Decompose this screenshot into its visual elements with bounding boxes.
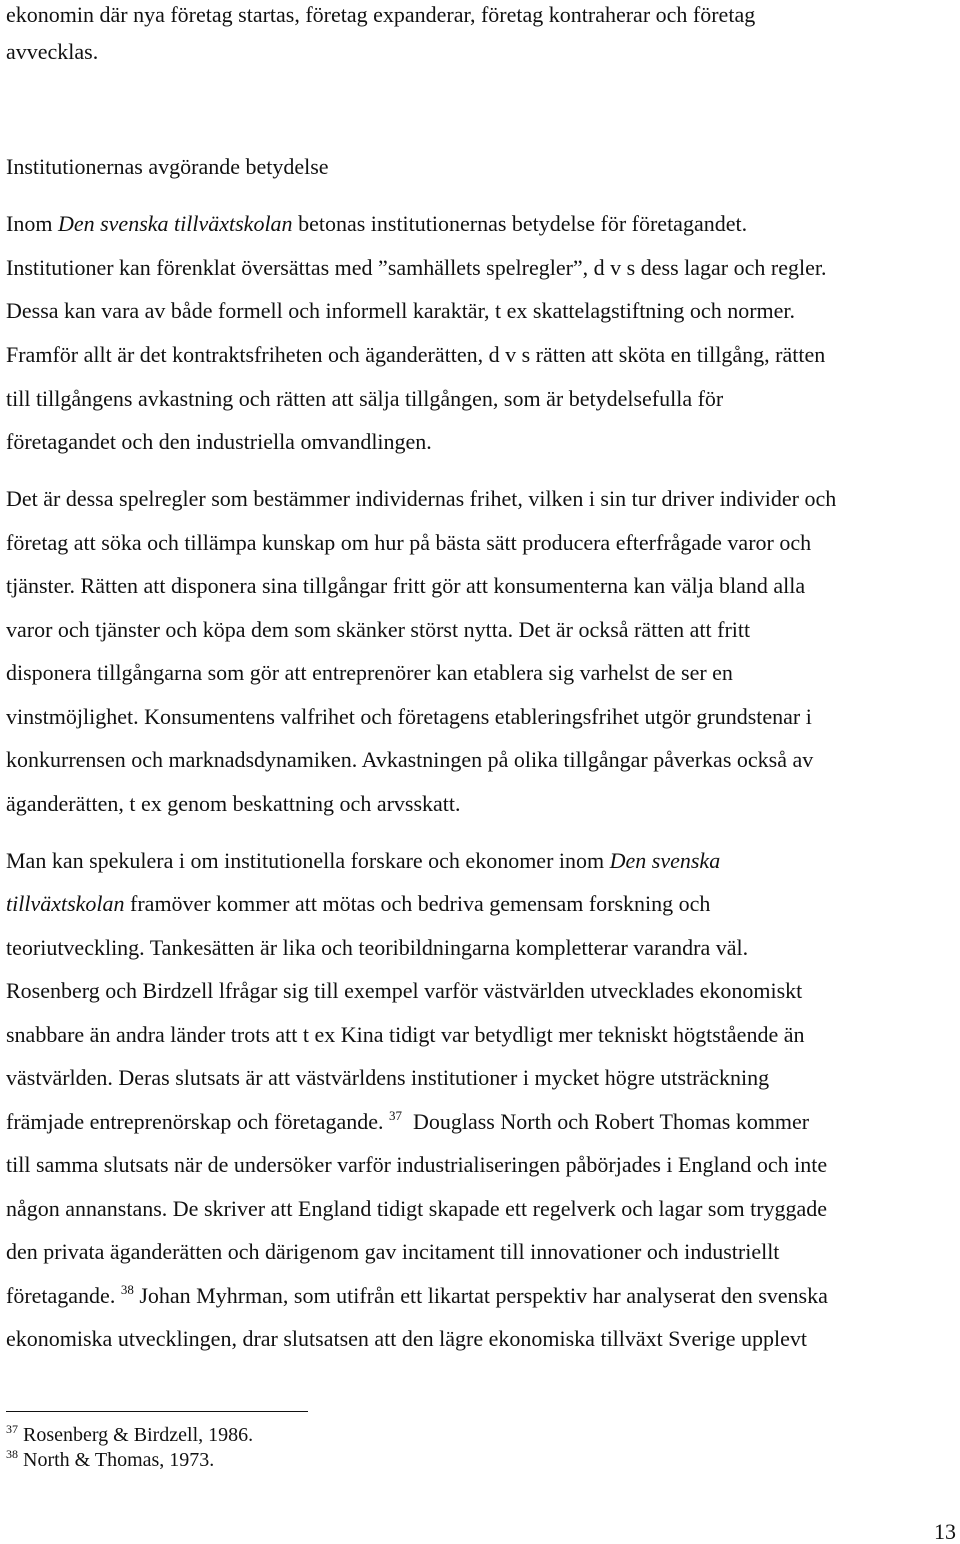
text-line: västvärlden. Deras slutsats är att västvärldens institutioner i mycket högre utsträckning (6, 1065, 770, 1090)
text-line: Framför allt är det kontraktsfriheten och äganderätten, d v s rätten att sköta en tillgång, rätten (6, 342, 826, 367)
text-line: avvecklas. (6, 39, 99, 64)
inline-text: betonas institutionernas betydelse för företagandet. (298, 211, 748, 236)
text-line (6, 1108, 809, 1136)
inline-text: Johan Myhrman, som utifrån ett likartat perspektiv har analyserat den svenska (139, 1283, 828, 1308)
text-line: företagandet och den industriella omvandlingen. (6, 429, 432, 454)
text-line: teoriutveckling. Tankesätten är lika och teoribildningarna kompletterar varandra väl. (6, 935, 749, 960)
text-line: den privata äganderätten och därigenom gav incitament till innovationer och industriellt (6, 1239, 780, 1264)
inline-text: företagande. (6, 1283, 116, 1308)
text-line: Institutioner kan förenklat översättas med ”samhällets spelregler”, d v s dess lagar och regler. (6, 255, 827, 280)
footnote-number: 38 (6, 1447, 18, 1461)
footnote (6, 1448, 214, 1472)
footnote-number: 37 (6, 1422, 18, 1436)
footnote-text: Rosenberg & Birdzell, 1986. (23, 1424, 254, 1446)
text-line: Rosenberg och Birdzell lfrågar sig till exempel varför västvärlden utvecklades ekonomiskt (6, 978, 803, 1003)
footnote-text: North & Thomas, 1973. (23, 1449, 215, 1471)
text-line: ekonomin där nya företag startas, företag expanderar, företag kontraherar och företag (6, 2, 756, 27)
text-line: företag att söka och tillämpa kunskap om hur på bästa sätt producera efterfrågade varor och (6, 530, 812, 555)
italic-title: Den svenska (609, 848, 721, 873)
text-line (6, 1282, 828, 1310)
text-line: till tillgångens avkastning och rätten att sälja tillgången, som är betydelsefulla för (6, 386, 724, 411)
text-line: Dessa kan vara av både formell och informell karaktär, t ex skattelagstiftning och normer. (6, 298, 796, 323)
footnote-separator (6, 1411, 308, 1412)
inline-text: Man kan spekulera i om institutionella forskare och ekonomer inom (6, 848, 605, 873)
text-line: snabbare än andra länder trots att t ex Kina tidigt var betydligt mer tekniskt högtstående än (6, 1022, 805, 1047)
text-line: tjänster. Rätten att disponera sina tillgångar fritt gör att konsumenterna kan välja bland alla (6, 573, 806, 598)
footnote-reference[interactable]: 37 (388, 1108, 402, 1123)
text-line (6, 210, 747, 238)
footnote (6, 1423, 253, 1447)
inline-text: Inom (6, 211, 53, 236)
text-line: äganderätten, t ex genom beskattning och arvsskatt. (6, 791, 461, 816)
text-line: någon annanstans. De skriver att England tidigt skapade ett regelverk och lagar som tryggade (6, 1196, 828, 1221)
inline-text: Douglass North och Robert Thomas kommer (412, 1109, 810, 1134)
italic-title: tillväxtskolan (6, 891, 125, 916)
footnote-reference[interactable]: 38 (120, 1282, 134, 1297)
section-heading: Institutionernas avgörande betydelse (6, 154, 329, 179)
text-line: ekonomiska utvecklingen, drar slutsatsen att den lägre ekonomiska tillväxt Sverige upplevt (6, 1326, 807, 1351)
text-line (6, 890, 710, 918)
text-line (6, 847, 720, 875)
text-line: vinstmöjlighet. Konsumentens valfrihet och företagens etableringsfrihet utgör grundstenar i (6, 704, 812, 729)
text-line: Det är dessa spelregler som bestämmer individernas frihet, vilken i sin tur driver individer och (6, 486, 837, 511)
text-line: konkurrensen och marknadsdynamiken. Avkastningen på olika tillgångar påverkas också av (6, 747, 814, 772)
text-line: till samma slutsats när de undersöker varför industrialiseringen påbörjades i England och inte (6, 1152, 828, 1177)
text-line: varor och tjänster och köpa dem som skänker störst nytta. Det är också rätten att fritt (6, 617, 751, 642)
italic-title: Den svenska tillväxtskolan (57, 211, 293, 236)
inline-text: främjade entreprenörskap och företagande. (6, 1109, 384, 1134)
inline-text: framöver kommer att mötas och bedriva gemensam forskning och (130, 891, 711, 916)
text-line: disponera tillgångarna som gör att entreprenörer kan etablera sig varhelst de ser en (6, 660, 733, 685)
page-number: 13 (934, 1519, 956, 1544)
